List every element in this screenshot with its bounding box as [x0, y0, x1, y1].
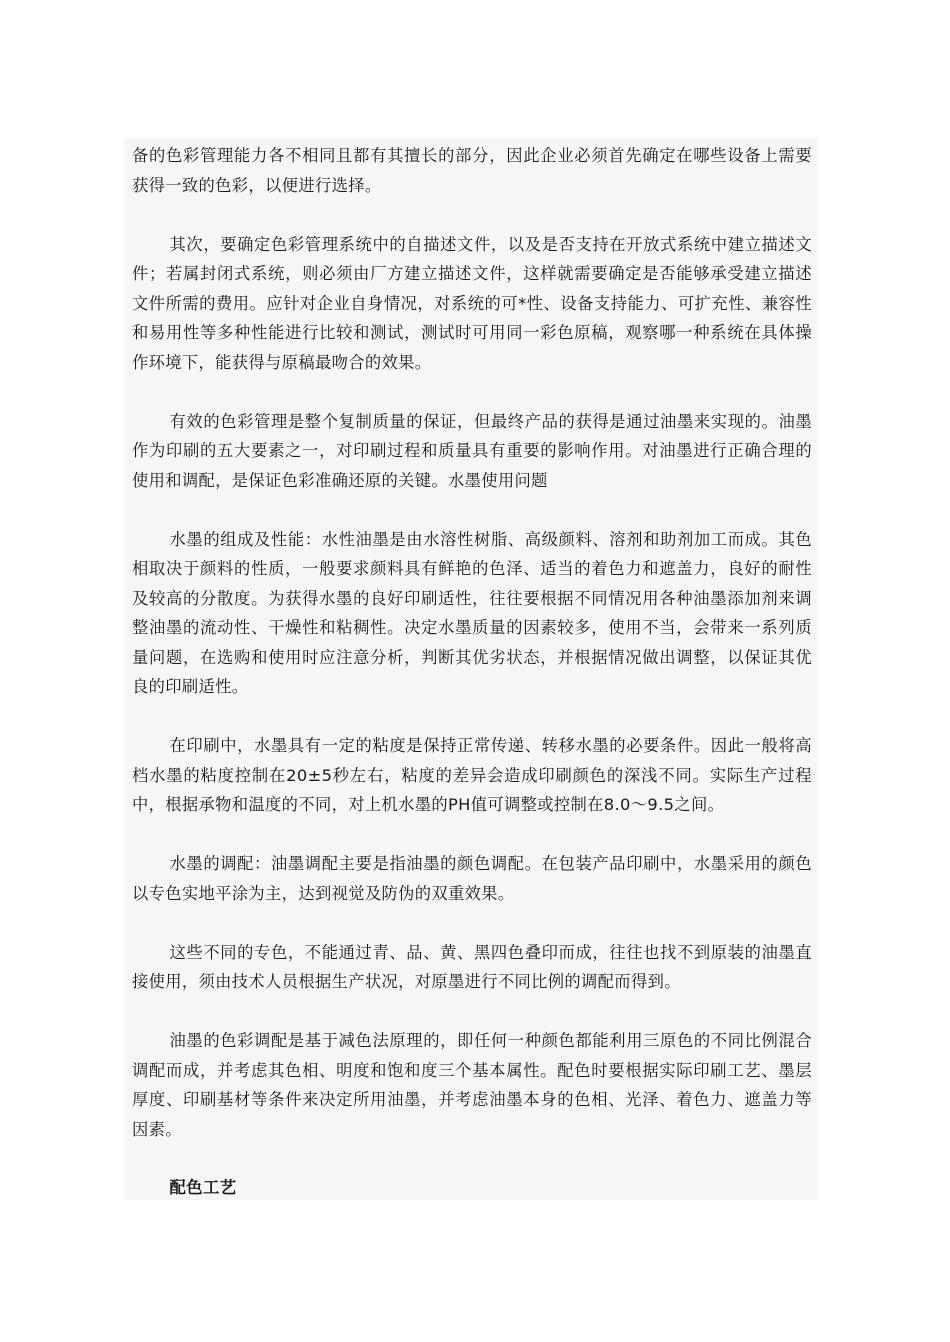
paragraph-ink-mixing: 水墨的调配：油墨调配主要是指油墨的颜色调配。在包装产品印刷中，水墨采用的颜色以专色实地平涂为主，达到视觉及防伪的双重效果。: [132, 854, 812, 903]
paragraph-ink-viscosity: 在印刷中，水墨具有一定的粘度是保持正常传递、转移水墨的必要条件。因此一般将高档水墨的粘度控制在20±5秒左右，粘度的差异会造成印刷颜色的深浅不同。实际生产过程中，根据承物和温度的不同，对上机水墨的PH值可调整或控制在8.0～9.5之间。: [132, 736, 812, 814]
article-body: [124, 138, 818, 1200]
paragraph-profile-files: 其次，要确定色彩管理系统中的自描述文件，以及是否支持在开放式系统中建立描述文件；若属封闭式系统，则必须由厂方建立描述文件，这样就需要确定是否能够承受建立描述文件所需的费用。应针对企业自身情况，对系统的可*性、设备支持能力、可扩充性、兼容性和易用性等多种性能进行比较和测试，测试时可用同一彩色原稿，观察哪一种系统在具体操作环境下，能获得与原稿最吻合的效果。: [132, 234, 812, 372]
paragraph-spot-colors: 这些不同的专色，不能通过青、品、黄、黑四色叠印而成，往往也找不到原装的油墨直接使用，须由技术人员根据生产状况，对原墨进行不同比例的调配而得到。: [132, 942, 812, 991]
paragraph-ink-importance: 有效的色彩管理是整个复制质量的保证，但最终产品的获得是通过油墨来实现的。油墨作为印刷的五大要素之一，对印刷过程和质量具有重要的影响作用。对油墨进行正确合理的使用和调配，是保证色彩准确还原的关键。水墨使用问题: [132, 411, 812, 490]
paragraph-water-ink-composition: 水墨的组成及性能：水性油墨是由水溶性树脂、高级颜料、溶剂和助剂加工而成。其色相取决于颜料的性质，一般要求颜料具有鲜艳的色泽、适当的着色力和遮盖力，良好的耐性及较高的分散度。为获得水墨的良好印刷适性，往往要根据不同情况用各种油墨添加剂来调整油墨的流动性、干燥性和粘稠性。决定水墨质量的因素较多，使用不当，会带来一系列质量问题，在选购和使用时应注意分析，判断其优劣状态，并根据情况做出调整，以保证其优良的印刷适性。: [132, 529, 812, 696]
section-heading: 配色工艺: [169, 1178, 237, 1197]
paragraph-color-devices: 备的色彩管理能力各不相同且都有其擅长的部分，因此企业必须首先确定在哪些设备上需要获得一致的色彩，以便进行选择。: [132, 146, 812, 195]
paragraph-subtractive-color: 油墨的色彩调配是基于减色法原理的，即任何一种颜色都能利用三原色的不同比例混合调配而成，并考虑其色相、明度和饱和度三个基本属性。配色时要根据实际印刷工艺、墨层厚度、印刷基材等条件来决定所用油墨，并考虑油墨本身的色相、光泽、着色力、遮盖力等因素。: [132, 1031, 812, 1139]
